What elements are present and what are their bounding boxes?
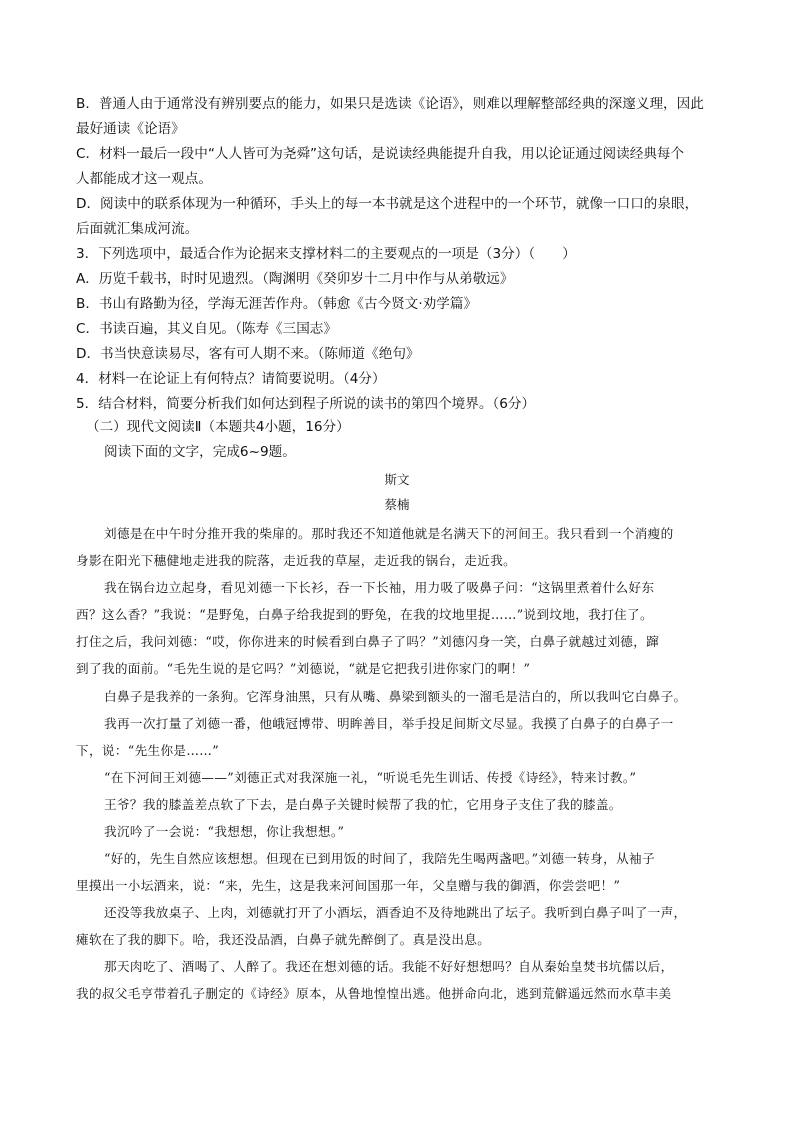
article-author: 蔡楠: [384, 497, 410, 512]
option-d-line-2: 后面就汇集成河流。: [76, 221, 199, 237]
article-line: 我的叔父毛亨带着孔子删定的《诗经》原本，从鲁地惶惶出逃。他拼命向北，逃到荒僻遥远然而水草丰美: [76, 986, 672, 1001]
question-3-option-a: A．历览千载书，时时见遗烈。（陶渊明《癸卯岁十二月中作与从弟敬远》: [76, 271, 514, 287]
article-line: 那天肉吃了、酒喝了、人醉了。我还在想刘德的话。我能不好好想想吗？自从秦始皇焚书坑儒以后，: [104, 959, 674, 974]
article-line: 王爷？我的膝盖差点软了下去，是白鼻子关键时候帮了我的忙，它用身子支住了我的膝盖。: [104, 797, 622, 812]
article-line: 打住之后，我问刘德：“哎，你你进来的时候看到白鼻子了吗？”刘德闪身一笑，白鼻子就越过刘德，蹿: [76, 634, 660, 649]
article-line: 我再一次打量了刘德一番，他峨冠博带、明眸善目，举手投足间斯文尽显。我摸了白鼻子的白鼻子一: [104, 716, 674, 731]
article-line: 身影在阳光下穗健地走进我的院落，走近我的草屋，走近我的锅台，走近我。: [76, 553, 517, 568]
option-d-line-1: D．阅读中的联系体现为一种循环，手头上的每一本书就是这个进程中的一个环节，就像一口口的泉眼，: [76, 196, 699, 212]
question-3: 3．下列选项中，最适合作为论据来支撑材料二的主要观点的一项是（3分）（ ）: [76, 246, 576, 262]
option-c-line-2: 人都能成才这一观点。: [76, 171, 212, 187]
question-3-option-b: B．书山有路勤为径，学海无涯苦作舟。（韩愈《古今贤文·劝学篇》: [76, 296, 478, 312]
article-title: 斯文: [384, 472, 410, 487]
section-heading: （二）现代文阅读Ⅱ（本题共4小题，16分）: [86, 419, 350, 435]
question-4: 4．材料一在论证上有何特点？请简要说明。（4分）: [76, 371, 386, 387]
question-5: 5．结合材料，简要分析我们如何达到程子所说的读书的第四个境界。（6分）: [76, 396, 536, 412]
option-b-line-1: B．普通人由于通常没有辨别要点的能力，如果只是选读《论语》，则难以理解整部经典的深邃义理，因此: [76, 96, 704, 112]
option-b-line-2: 最好通读《论语》: [76, 121, 185, 137]
article-line: 还没等我放桌子、上肉，刘德就打开了小酒坛，酒香迫不及待地跳出了坛子。我听到白鼻子叫了一声，: [104, 905, 687, 920]
reading-instruction: 阅读下面的文字，完成6~9题。: [104, 444, 296, 460]
article-line: 我沉吟了一会说：“我想想，你让我想想。”: [104, 824, 345, 839]
article-line: 下，说：“先生你是……”: [76, 743, 220, 758]
article-line: 瘫软在了我的脚下。哈，我还没品酒，白鼻子就先醉倒了。真是没出息。: [76, 932, 491, 947]
article-line: 里摸出一小坛酒来，说：“来，先生，这是我来河间国那一年，父皇赠与我的御酒，你尝尝吧！”: [76, 878, 621, 893]
article-line: 刘德是在中午时分推开我的柴扉的。那时我还不知道他就是名满天下的河间王。我只看到一个消瘦的: [104, 526, 674, 541]
option-c-line-1: C．材料一最后一段中“人人皆可为尧舜”这句话，是说读经典能提升自我，用以论证通过阅读经典每个: [76, 146, 685, 162]
article-line: 我在锅台边立起身，看见刘德一下长衫，吞一下长袖，用力吸了吸鼻子问：“这锅里煮着什么好东: [104, 580, 655, 595]
article-line: 西？这么香？”我说：“是野兔，白鼻子给我捉到的野兔，在我的坟地里捉……”说到坟地，我打住了。: [76, 607, 653, 622]
question-3-option-d: D．书当快意读易尽，客有可人期不来。（陈师道《绝句》: [76, 346, 420, 362]
article-line: “在下河间王刘德——”刘德正式对我深施一礼，“听说毛先生训话、传授《诗经》，特来讨教。”: [104, 770, 637, 785]
question-3-option-c: C．书读百遍，其义自见。（陈寿《三国志》: [76, 321, 337, 337]
article-line: 白鼻子是我养的一条狗。它浑身油黑，只有从嘴、鼻梁到额头的一溜毛是洁白的，所以我叫它白鼻子。: [104, 689, 687, 704]
article-line: “好的，先生自然应该想想。但现在已到用饭的时间了，我陪先生喝两盏吧。”刘德一转身，从袖子: [104, 851, 655, 866]
article-line: 到了我的面前。“毛先生说的是它吗？”刘德说，“就是它把我引进你家门的啊！”: [76, 661, 531, 676]
